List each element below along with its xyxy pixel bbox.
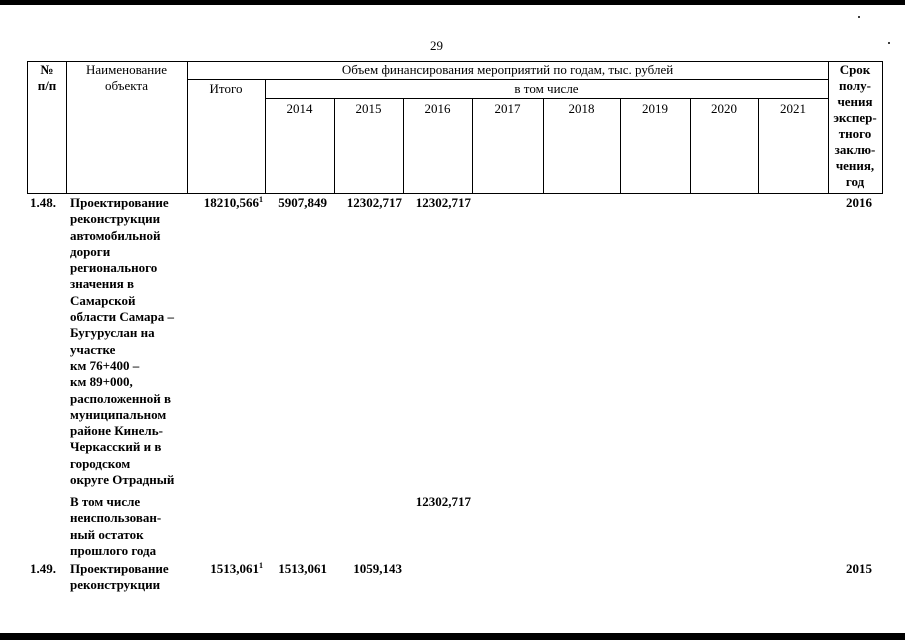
row-value-2014: 5907,849 (278, 195, 327, 210)
header-year-2017: 2017 (494, 101, 521, 116)
scan-speck (888, 42, 890, 44)
header-num-col: № п/п (37, 62, 57, 93)
row-object-name: Проектирование реконструкции (70, 561, 169, 593)
header-year-2018: 2018 (568, 101, 595, 116)
header-including: в том числе (514, 81, 579, 96)
scan-border-top (0, 0, 905, 5)
row-deadline: 2015 (846, 561, 872, 576)
footnote-marker: 1 (259, 195, 263, 204)
header-name-col: Наименование объекта (86, 62, 167, 93)
row-value-2016: 12302,717 (415, 195, 471, 210)
scan-speck (858, 16, 860, 18)
header-year-2014: 2014 (286, 101, 313, 116)
row-total: 1513,061$^1$ (210, 561, 263, 576)
row-value-2015: 1059,143 (353, 561, 402, 576)
header-year-2020: 2020 (711, 101, 737, 116)
header-year-2016: 2016 (424, 101, 451, 116)
header-year-2019: 2019 (642, 101, 668, 116)
row-object-name: Проектирование реконструкции автомобильной дороги регионального значения в Самарской области Самара – Бугуруслан на участке км 76+400 – км 89+000, расположенной в муниципальном районе Кинель- Черкасский и в городском округе Отрадный (70, 195, 175, 488)
row-value-2014: 1513,061 (278, 561, 327, 576)
row-value-2015: 12302,717 (346, 195, 402, 210)
row-number: 1.48. (30, 195, 56, 210)
row-total: 18210,566$^1$ (203, 195, 263, 210)
page-number: 29 (430, 38, 443, 53)
header-funding-title: Объем финансирования мероприятий по годам, тыс. рублей (341, 62, 674, 77)
row-value-2016: 12302,717 (415, 494, 471, 509)
row-object-name: В том числе неиспользован- ный остаток прошлого года (70, 494, 162, 558)
header-year-2015: 2015 (355, 101, 382, 116)
scan-border-bottom (0, 633, 905, 640)
row-number: 1.49. (30, 561, 56, 576)
header-total: Итого (209, 81, 243, 96)
row-deadline: 2016 (846, 195, 872, 210)
header-deadline-col: Срок полу- чения экспер- тного заклю- чения, год (833, 62, 877, 189)
footnote-marker: 1 (259, 561, 263, 570)
header-year-2021: 2021 (780, 101, 806, 116)
